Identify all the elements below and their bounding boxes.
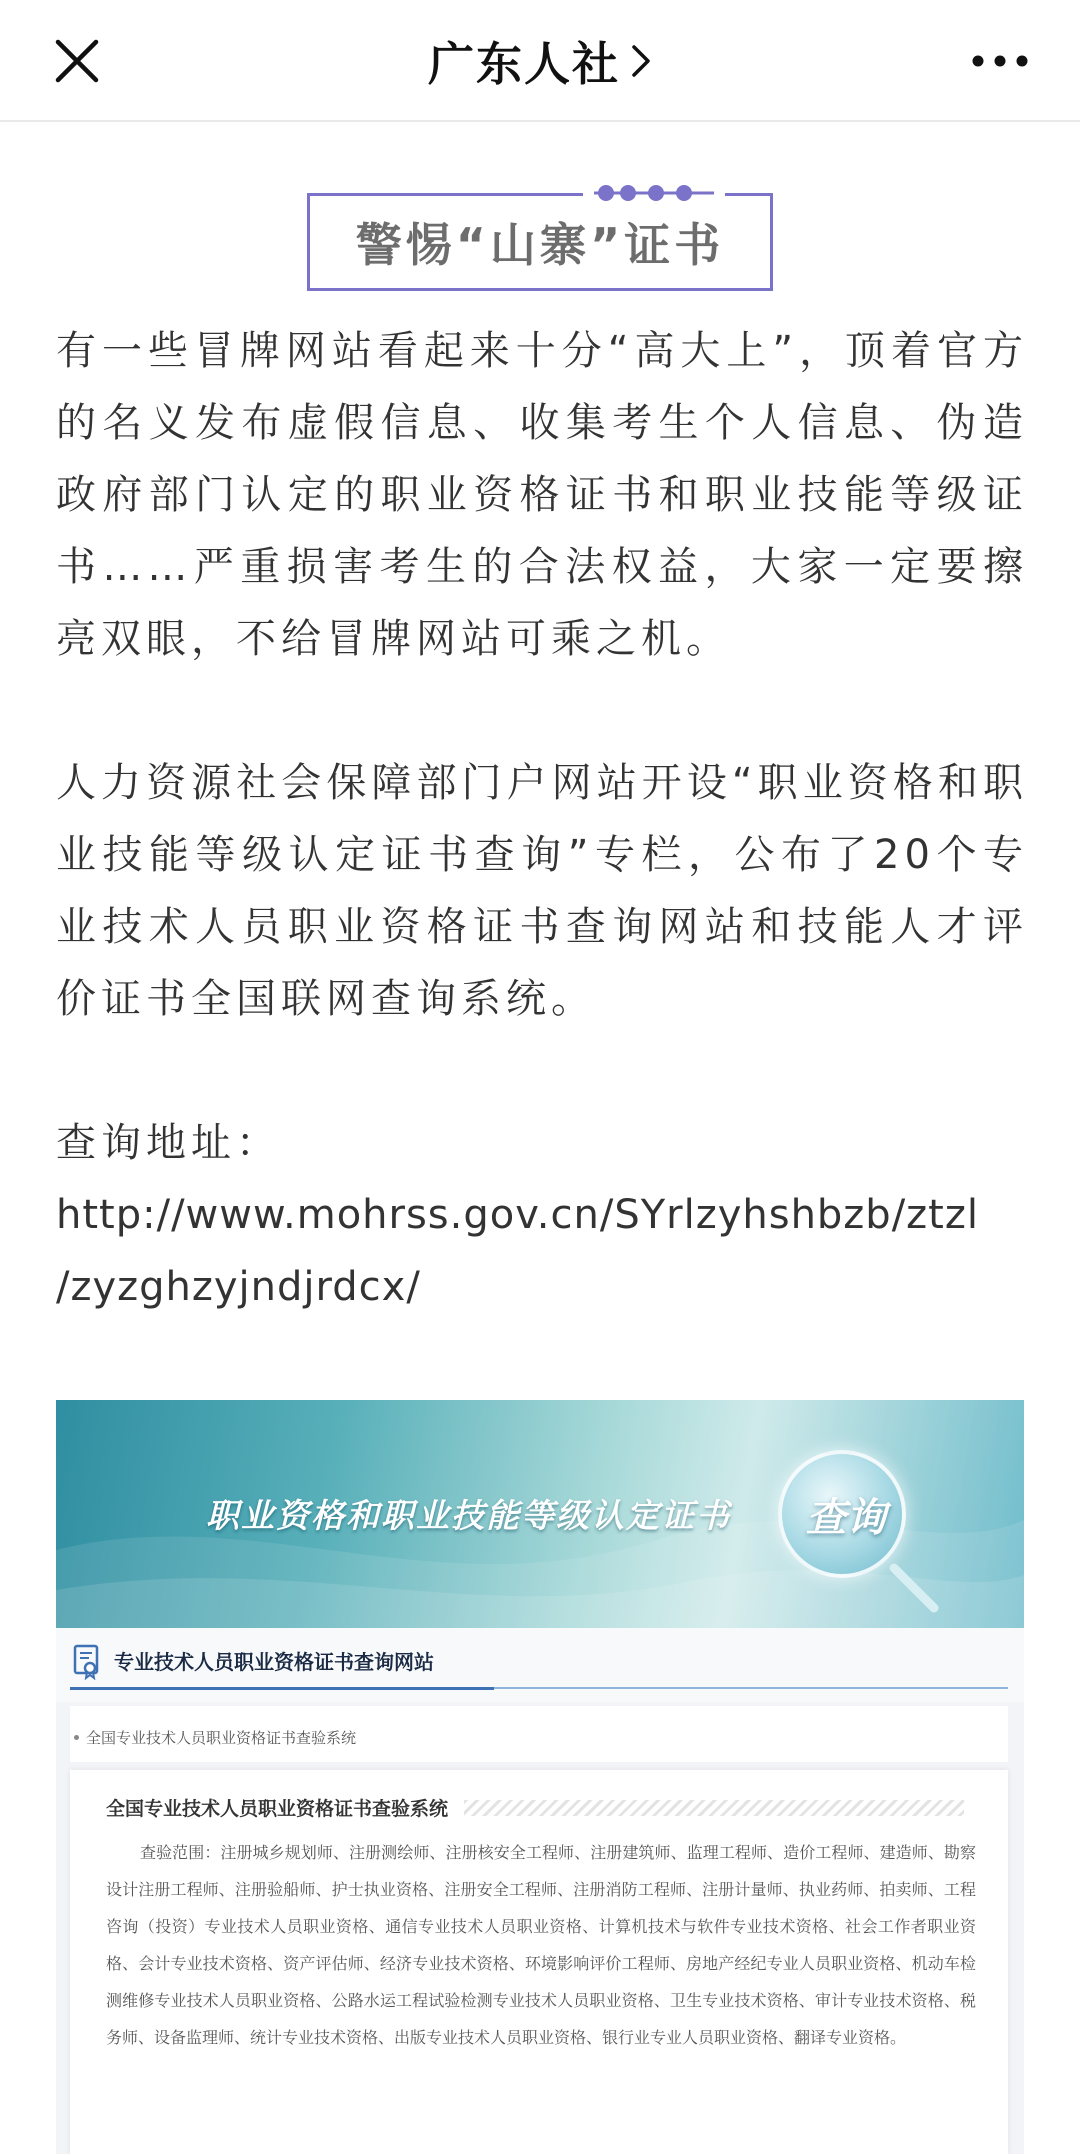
tab-divider-line <box>494 1687 1008 1689</box>
more-horizontal-icon[interactable] <box>970 46 1030 76</box>
breadcrumb[interactable]: 全国专业技术人员职业资格证书查验系统 <box>86 1729 357 1747</box>
banner-badge: 查询 <box>806 1495 886 1541</box>
verification-system-title[interactable]: 全国专业技术人员职业资格证书查验系统 <box>106 1798 449 1820</box>
tab-professional-certificate-sites[interactable]: 专业技术人员职业资格证书查询网站 <box>114 1650 434 1674</box>
decorative-dots-icon <box>594 180 714 206</box>
query-url-line-1[interactable]: http://www.mohrss.gov.cn/SYrlzyhshbzb/ztzl <box>56 1192 979 1238</box>
query-url-line-2[interactable]: /zyzghzyjndjrdcx/ <box>56 1264 421 1310</box>
magnifier-handle-icon <box>886 1560 946 1620</box>
article-heading: 警惕“山寨”证书 <box>355 218 725 272</box>
chevron-right-icon <box>630 43 652 79</box>
certificate-icon <box>72 1644 102 1680</box>
title-stripe-decoration <box>464 1800 964 1816</box>
banner-title: 职业资格和职业技能等级认定证书 <box>206 1496 731 1535</box>
paragraph-warning: 有一些冒牌网站看起来十分“高大上”，顶着官方的名义发布虚假信息、收集考生个人信息、伪造政府部门认定的职业资格证书和职业技能等级证书……严重损害考生的合法权益，大家一定要擦亮双眼，不给冒牌网站可乘之机。 <box>56 328 1028 662</box>
account-title-link[interactable] <box>428 28 652 94</box>
paragraph-query-column: 人力资源社会保障部门户网站开设“职业资格和职业技能等级认定证书查询”专栏，公布了20个专业技术人员职业资格证书查询网站和技能人才评价证书全国联网查询系统。 <box>56 760 1028 1022</box>
verification-scope-text: 查验范围：注册城乡规划师、注册测绘师、注册核安全工程师、注册建筑师、监理工程师、造价工程师、建造师、勘察设计注册工程师、注册验船师、护士执业资格、注册安全工程师、注册消防工程师、注册计量师、执业药师、拍卖师、工程咨询（投资）专业技术人员职业资格、通信专业技术人员职业资格、计算机技术与软件专业技术资格、社会工作者职业资格、会计专业技术资格、资产评估师、经济专业技术资格、环境影响评价工程师、房地产经纪专业人员职业资格、机动车检测维修专业技术人员职业资格、公路水运工程试验检测专业技术人员职业资格、卫生专业技术资格、审计专业技术资格、税务师、设备监理师、统计专业技术资格、出版专业技术人员职业资格、银行业专业人员职业资格、翻译专业资格。 <box>106 1843 976 2047</box>
query-address-label: 查询地址： <box>56 1120 281 1166</box>
breadcrumb-bullet <box>74 1735 79 1740</box>
query-site-screenshot <box>56 1400 1024 2154</box>
article-body <box>56 315 1028 1323</box>
account-name: 广东人社 <box>428 37 620 91</box>
top-navigation-bar <box>0 0 1080 122</box>
query-address-block <box>56 1107 1028 1323</box>
close-icon[interactable] <box>52 36 102 86</box>
active-tab-underline <box>70 1687 494 1690</box>
